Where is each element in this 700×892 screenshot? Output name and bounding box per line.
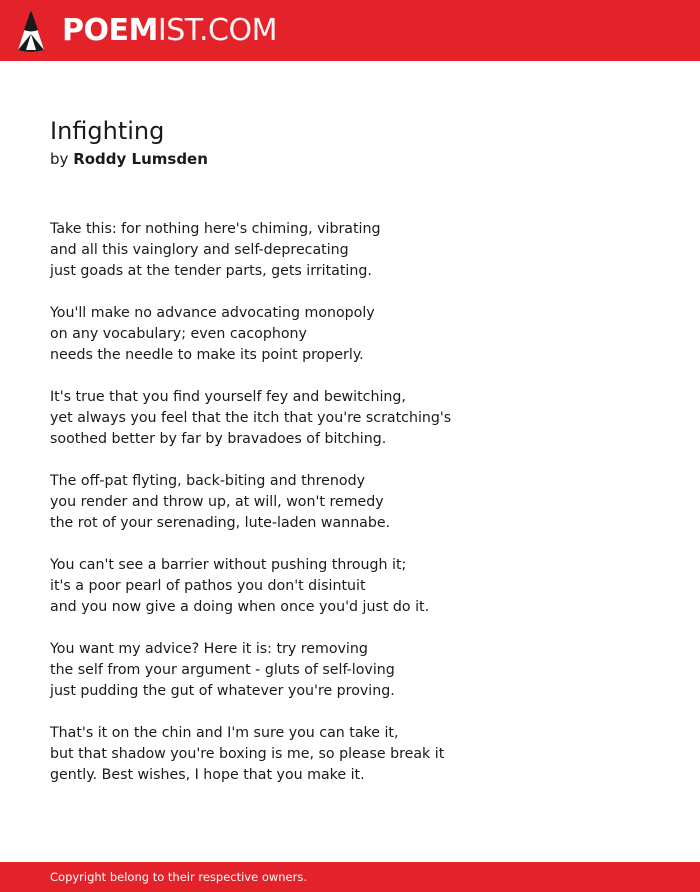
site-header — [0, 0, 700, 61]
poem-line: yet always you feel that the itch that you're scratching's — [50, 410, 452, 426]
logo-text-light: IST.COM — [157, 13, 277, 48]
stanza — [50, 387, 650, 450]
poem-title: Infighting — [50, 117, 165, 145]
stanza — [50, 723, 650, 786]
site-logo[interactable] — [62, 12, 277, 50]
poem-line: and you now give a doing when once you'd just do it. — [50, 599, 430, 615]
stanza — [50, 303, 650, 366]
stanza — [50, 639, 650, 702]
poem-line: needs the needle to make its point properly. — [50, 347, 364, 363]
poem-line: and all this vainglory and self-deprecating — [50, 242, 349, 258]
stanza — [50, 219, 650, 282]
poem-line: You can't see a barrier without pushing through it; — [50, 557, 407, 573]
copyright-text: Copyright belong to their respective owners. — [50, 870, 308, 884]
poem-line: the self from your argument - gluts of self-loving — [50, 662, 395, 678]
poem-line: It's true that you find yourself fey and bewitching, — [50, 389, 406, 405]
poem-line: but that shadow you're boxing is me, so please break it — [50, 746, 445, 762]
site-footer — [0, 862, 700, 892]
poem-line: you render and throw up, at will, won't remedy — [50, 494, 384, 510]
poem-line: The off-pat flyting, back-biting and threnody — [50, 473, 365, 489]
poem-line: You'll make no advance advocating monopoly — [50, 305, 375, 321]
poem-line: That's it on the chin and I'm sure you can take it, — [50, 725, 399, 741]
byline — [50, 148, 208, 170]
author-name: Roddy Lumsden — [73, 150, 208, 168]
poem-line: soothed better by far by bravadoes of bitching. — [50, 431, 387, 447]
pencil-tip-icon[interactable] — [18, 10, 44, 52]
logo-text-bold: POEM — [62, 13, 158, 48]
poem-line: on any vocabulary; even cacophony — [50, 326, 307, 342]
stanza — [50, 555, 650, 618]
poem-line: gently. Best wishes, I hope that you make it. — [50, 767, 365, 783]
poem-line: Take this: for nothing here's chiming, vibrating — [50, 221, 381, 237]
poem-line: You want my advice? Here it is: try removing — [50, 641, 368, 657]
poem-line: it's a poor pearl of pathos you don't disintuit — [50, 578, 366, 594]
poem-line: the rot of your serenading, lute-laden wannabe. — [50, 515, 391, 531]
poem-line: just goads at the tender parts, gets irritating. — [50, 263, 372, 279]
byline-prefix: by — [50, 150, 69, 168]
stanza — [50, 471, 650, 534]
poem-line: just pudding the gut of whatever you're proving. — [50, 683, 395, 699]
poem-body — [50, 219, 650, 807]
